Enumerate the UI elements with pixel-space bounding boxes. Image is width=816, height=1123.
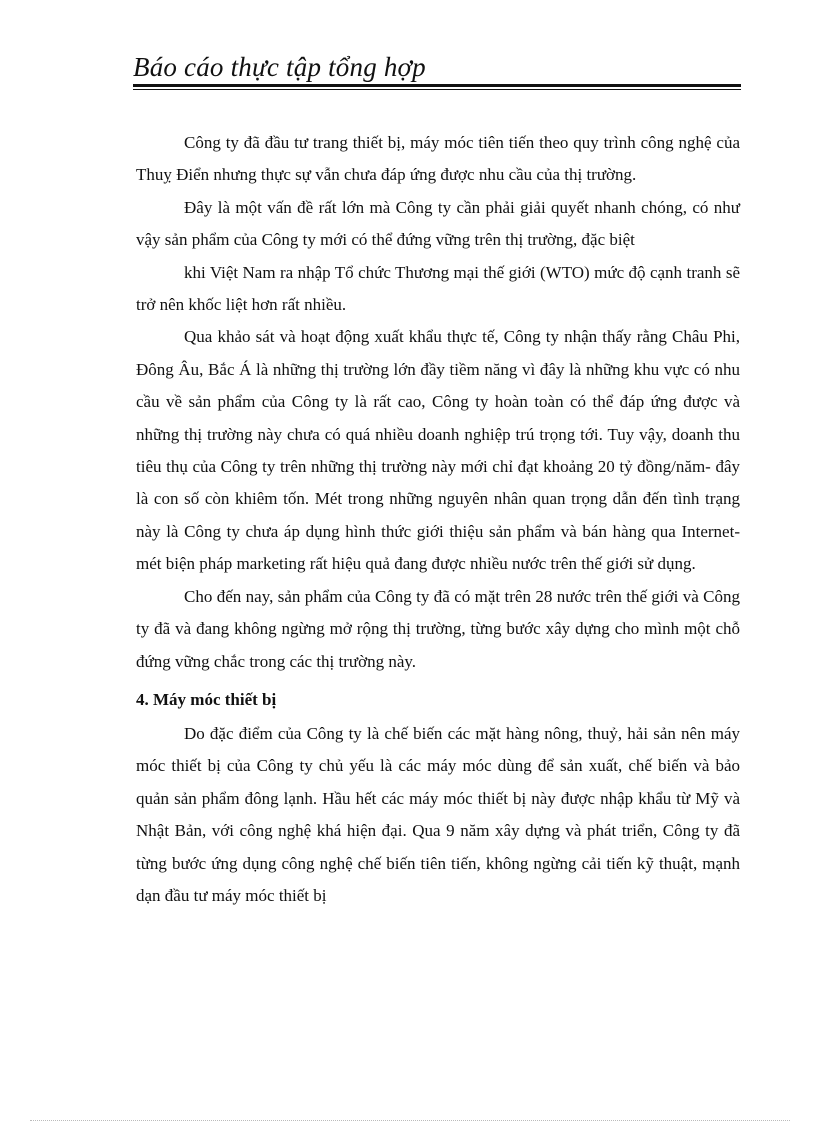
- paragraph-presence: Cho đến nay, sản phẩm của Công ty đã có mặt trên 28 nước trên thế giới và Công ty đã và đang không ngừng mở rộng thị trường, từng bước xây dựng cho mình một chỗ đứng vững chắc trong các thị trường này.: [136, 586, 740, 671]
- paragraph-equipment: Do đặc điểm của Công ty là chế biến các mặt hàng nông, thuỷ, hải sản nên máy móc thiết bị của Công ty chủ yếu là các máy móc dùng để sản xuất, chế biến và bảo quản sản phẩm đông lạnh. Hầu hết các máy móc thiết bị này được nhập khẩu từ Mỹ và Nhật Bản, với công nghệ khá hiện đại. Qua 9 năm xây dựng và phát triển, Công ty đã từng bước ứng dụng công nghệ chế biến tiên tiến, không ngừng cải tiến kỹ thuật, mạnh dạn đầu tư máy móc thiết bị: [136, 723, 740, 905]
- header-title: Báo cáo thực tập tổng hợp: [133, 52, 426, 82]
- paragraph-investment: Công ty đã đầu tư trang thiết bị, máy móc tiên tiến theo quy trình công nghệ của Thuỵ Điển nhưng thực sự vẫn chưa đáp ứng được nhu cầu của thị trường.: [136, 133, 740, 185]
- footer-divider: [30, 1120, 790, 1121]
- paragraph-problem: Đây là một vấn đề rất lớn mà Công ty cần phải giải quyết nhanh chóng, có như vậy sản phẩm của Công ty mới có thể đứng vững trên thị trường, đặc biệt: [136, 197, 740, 250]
- header-rule-thick: [133, 84, 741, 87]
- page-header: [133, 50, 741, 90]
- document-body: [136, 127, 740, 912]
- paragraph-markets: Qua khảo sát và hoạt động xuất khẩu thực tế, Công ty nhận thấy rằng Châu Phi, Đông Âu, Bắc Á là những thị trường lớn đầy tiềm năng vì đây là những khu vực có nhu cầu về sản phẩm của Công ty là rất cao, Công ty hoàn toàn có thể đáp ứng được và những thị trường này chưa có quá nhiều doanh nghiệp trú trọng tới. Tuy vậy, doanh thu tiêu thụ của Công ty trên những thị trường này mới chỉ đạt khoảng 20 tỷ đồng/năm- đây là con số còn khiêm tốn. Mét trong những nguyên nhân quan trọng dẫn đến tình trạng này là Công ty chưa áp dụng hình thức giới thiệu sản phẩm và bán hàng qua Internet- mét biện pháp marketing rất hiệu quả đang được nhiều nước trên thế giới sử dụng.: [136, 327, 740, 574]
- section-heading: 4. Máy móc thiết bị: [136, 689, 277, 709]
- header-rule-thin: [133, 89, 741, 90]
- paragraph-wto: khi Việt Nam ra nhập Tổ chức Thương mại thế giới (WTO) mức độ cạnh tranh sẽ trở nên khốc liệt hơn rất nhiều.: [136, 262, 740, 315]
